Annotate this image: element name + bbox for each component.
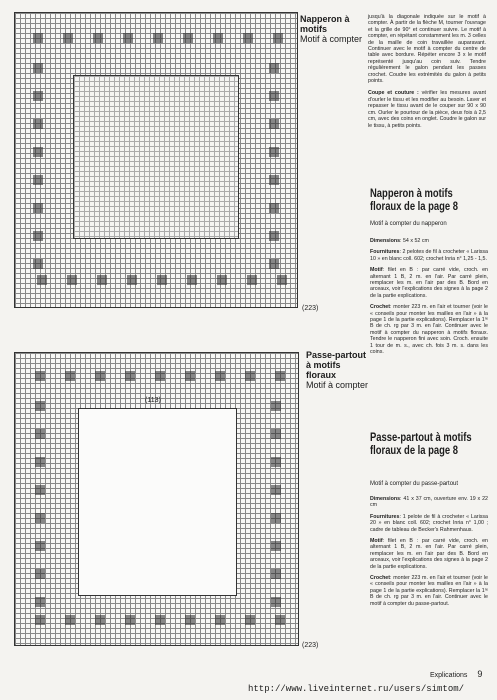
passe-partout-dimensions: Dimensions: 41 x 37 cm, ouverture env. 19 x 22 cm	[370, 496, 488, 509]
filet-motif	[155, 615, 165, 625]
napperon-crochet: Crochet: monter 223 m. en l'air et tourner (voir le « conseils pour monter les mailles en l'air » à la page 1 de la partie explications). Remplacer la 1ʳᵉ B de ch. rg par 3 m. en l'air. Continuer avec le motif à compter du napperon à motifs floraux. Tendre le napperon fini avec soin. Croch. ensuite 1 tour de m. s., avec ch. fois 3 m. s. dans les coins.	[370, 304, 488, 356]
filet-motif	[33, 63, 43, 73]
filet-motif	[33, 91, 43, 101]
source-url[interactable]: http://www.liveinternet.ru/users/simtom/	[248, 684, 465, 694]
filet-motif	[35, 615, 45, 625]
passe-partout-sub: Motif à compter du passe-partout	[370, 481, 459, 487]
passe-partout-opening	[78, 408, 237, 596]
filet-motif	[243, 33, 253, 43]
passe-partout-count-label: (223)	[302, 642, 319, 649]
filet-motif	[187, 275, 197, 285]
filet-motif	[125, 371, 135, 381]
filet-motif	[271, 513, 281, 523]
filet-motif	[269, 259, 279, 269]
filet-motif	[271, 457, 281, 467]
filet-motif	[33, 203, 43, 213]
filet-motif	[271, 429, 281, 439]
filet-motif	[157, 275, 167, 285]
filet-motif	[271, 597, 281, 607]
filet-motif	[63, 33, 73, 43]
passe-partout-heading: Passe-partout à motifs floraux de la page 8	[370, 432, 472, 457]
filet-motif	[269, 203, 279, 213]
passe-partout-details	[370, 496, 488, 607]
filet-motif	[33, 33, 43, 43]
napperon-heading: Napperon à motifs floraux de la page 8	[370, 188, 459, 213]
filet-motif	[185, 615, 195, 625]
filet-motif	[33, 175, 43, 185]
filet-motif	[35, 371, 45, 381]
footer-section: Explications	[430, 672, 468, 679]
filet-motif	[271, 569, 281, 579]
filet-motif	[269, 63, 279, 73]
filet-motif	[271, 401, 281, 411]
filet-motif	[247, 275, 257, 285]
filet-motif	[35, 485, 45, 495]
passe-partout-subtitle: Motif à compter	[306, 380, 369, 390]
filet-motif	[245, 615, 255, 625]
passe-partout-motif: Motif: filet en B : par carré vide, croch. en alternant 1 B, 2 m. en l'air. Par carré plein, remplacer les m. en l'air par des B. Bord en arceaux, voir l'explications des signes à la page 2 de la partie explications.	[370, 538, 488, 570]
filet-motif	[127, 275, 137, 285]
filet-motif	[277, 275, 287, 285]
couture-paragraph: Coupe et couture : vérifier les mesures avant d'ourler le tissu et les modifier au besoin. Laver et repasser le tissu avant de le couper sur 90 x 90 cm. Ourler le pourtour de la pièce, deux fois à 2,5 cm, avec des coins en onglet. Coudre le galon sur le tissu, à petits points.	[368, 90, 486, 129]
filet-motif	[269, 175, 279, 185]
filet-motif	[215, 615, 225, 625]
filet-motif	[271, 485, 281, 495]
filet-motif	[213, 33, 223, 43]
filet-motif	[245, 371, 255, 381]
passe-partout-fournitures: Fournitures: 1 pelote de fil à crocheter « Larissa 20 » en blanc coll. 602; crochet Inria n° 1,00 ; cadre de tableau de Becker's Rahmenhaus.	[370, 513, 488, 533]
filet-motif	[35, 401, 45, 411]
filet-motif	[217, 275, 227, 285]
passe-partout-inner-label: (113)	[145, 397, 161, 404]
filet-motif	[271, 541, 281, 551]
filet-motif	[215, 371, 225, 381]
filet-motif	[269, 231, 279, 241]
napperon-subtitle: Motif à compter	[300, 34, 363, 44]
filet-motif	[33, 259, 43, 269]
filet-motif	[183, 33, 193, 43]
filet-motif	[185, 371, 195, 381]
napperon-count-label: (223)	[302, 305, 319, 312]
filet-motif	[123, 33, 133, 43]
passe-partout-title: Passe-partout à motifs floraux	[306, 350, 367, 380]
filet-motif	[33, 119, 43, 129]
passe-partout-crochet: Crochet: monter 223 m. en l'air et tourner (voir le « conseils pour monter les mailles en l'air » à la page 1 de la partie explications). Remplacer la 1ʳᵉ B de ch. rg par 3 m. en l'air. Continuer avec le motif à compter du passe-partout.	[370, 575, 488, 607]
filet-motif	[273, 33, 283, 43]
napperon-title: Napperon à motifs	[300, 14, 350, 34]
filet-motif	[97, 275, 107, 285]
filet-motif	[65, 371, 75, 381]
napperon-sub: Motif à compter du napperon	[370, 221, 447, 227]
passe-partout-side-label	[306, 350, 368, 390]
column-intro	[368, 14, 486, 129]
filet-motif	[35, 597, 45, 607]
napperon-center-panel	[73, 75, 239, 239]
filet-motif	[35, 541, 45, 551]
filet-motif	[269, 119, 279, 129]
filet-motif	[93, 33, 103, 43]
filet-motif	[35, 513, 45, 523]
napperon-motif: Motif: filet en B : par carré vide, croch. en alternant 1 B, 2 m. en l'air. Par carré plein, remplacer les m. en l'air par des B. Bord en arceaux, voir l'explications des signes à la page 2 de la partie explications.	[370, 267, 488, 299]
filet-motif	[155, 371, 165, 381]
filet-motif	[37, 275, 47, 285]
filet-motif	[275, 371, 285, 381]
napperon-dimensions: Dimensions: 54 x 52 cm	[370, 238, 429, 244]
filet-motif	[269, 91, 279, 101]
page-footer	[430, 669, 482, 679]
intro-paragraph: jusqu'à la diagonale indiquée sur le motif à compter. À partir de la flèche M, tourner l'ouvrage et la grille de 90° et continuer suivre. Le motif à compter, en répétant constamment les m. 3 celles de la maille de coin travaillée auparavant. Continuer avec le motif à compter du centre de table avec bordure. Répéter encore 3 x le motif représenté jusqu'au coin suiv. Tendre régulièrement le galon pendant les passes crochet. Coudre les extrémités du galon à petits points.	[368, 14, 486, 85]
napperon-details	[370, 238, 488, 356]
filet-motif	[35, 429, 45, 439]
filet-motif	[33, 231, 43, 241]
filet-motif	[95, 371, 105, 381]
filet-motif	[125, 615, 135, 625]
filet-motif	[153, 33, 163, 43]
filet-motif	[65, 615, 75, 625]
filet-motif	[95, 615, 105, 625]
filet-motif	[33, 147, 43, 157]
filet-motif	[35, 457, 45, 467]
filet-motif	[275, 615, 285, 625]
napperon-side-label	[300, 14, 362, 44]
napperon-fournitures: Fournitures: 2 pelotes de fil à crocheter « Larissa 10 » en blanc coll. 602; crochet Inria n° 1,25 - 1,5.	[370, 249, 488, 262]
filet-motif	[35, 569, 45, 579]
filet-motif	[269, 147, 279, 157]
page-number: 9	[477, 669, 483, 679]
napperon-chart	[14, 12, 298, 308]
filet-motif	[67, 275, 77, 285]
